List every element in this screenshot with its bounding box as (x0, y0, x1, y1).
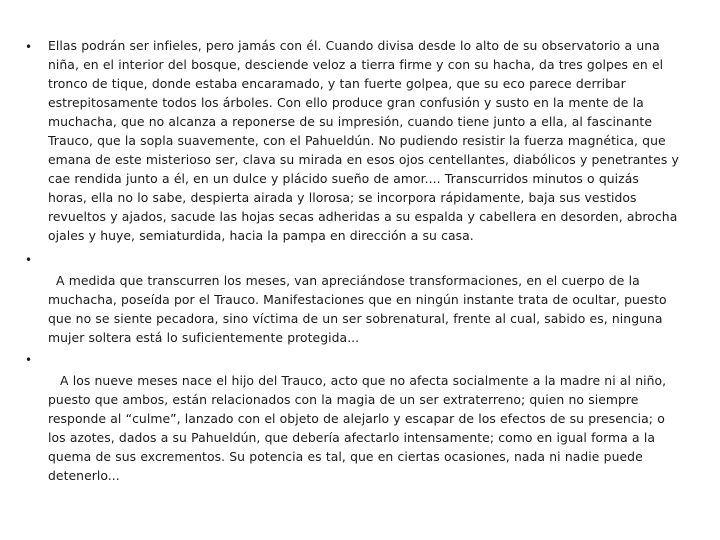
bullet-marker: • (25, 353, 33, 367)
bullet-text: A los nueve meses nace el hijo del Trauco, acto que no afecta socialmente a la madre ni al niño, puesto que ambos, están relacionados con la magia de un ser extraterreno; quien no siempre responde al “culme”, lanzado con el objeto de alejarlo y escapar de los efectos de su presencia; o los azotes, dados a su Pahueldún, que debería afectarlo intensamente; como en igual forma a la quema de sus excrementos. Su potencia es tal, que en ciertas ocasiones, nada ni nadie puede detenerlo... (48, 373, 667, 483)
bullet-marker: • (25, 253, 33, 267)
bullet-text: A medida que transcurren los meses, van apreciándose transformaciones, en el cuerpo de la muchacha, poseída por el Trauco. Manifestaciones que en ningún instante trata de ocultar, puesto que no se siente pecadora, sino víctima de un ser sobrenatural, frente al cual, sabido es, ninguna mujer soltera está lo suficientemente protegida... (48, 273, 667, 345)
bullet-marker: • (25, 40, 33, 54)
bullet-text: Ellas podrán ser infieles, pero jamás con él. Cuando divisa desde lo alto de su observatorio a una niña, en el interior del bosque, desciende veloz a tierra firme y con su hacha, da tres golpes en el tronco de tique, donde estaba encaramado, y tan fuerte golpea, que su eco parece derribar estrepitosamente todos los árboles. Con ello produce gran confusión y susto en la mente de la muchacha, que no alcanza a reponerse de su impresión, cuando tiene junto a ella, al fascinante Trauco, que la sopla suavemente, con el Pahueldún. No pudiendo resistir la fuerza magnética, que emana de este misterioso ser, clava su mirada en esos ojos centellantes, diabólicos y penetrantes y cae rendida junto a él, en un dulce y plácido sueño de amor.... Transcurridos minutos o quizás horas, ella no lo sabe, despierta airada y llorosa; se incorpora rápidamente, baja sus vestidos revueltos y ajados, sacude las hojas secas adheridas a su espalda y cabellera en desorden, abrocha ojales y huye, semiaturdida, hacia la pampa en dirección a su casa. (48, 38, 679, 243)
